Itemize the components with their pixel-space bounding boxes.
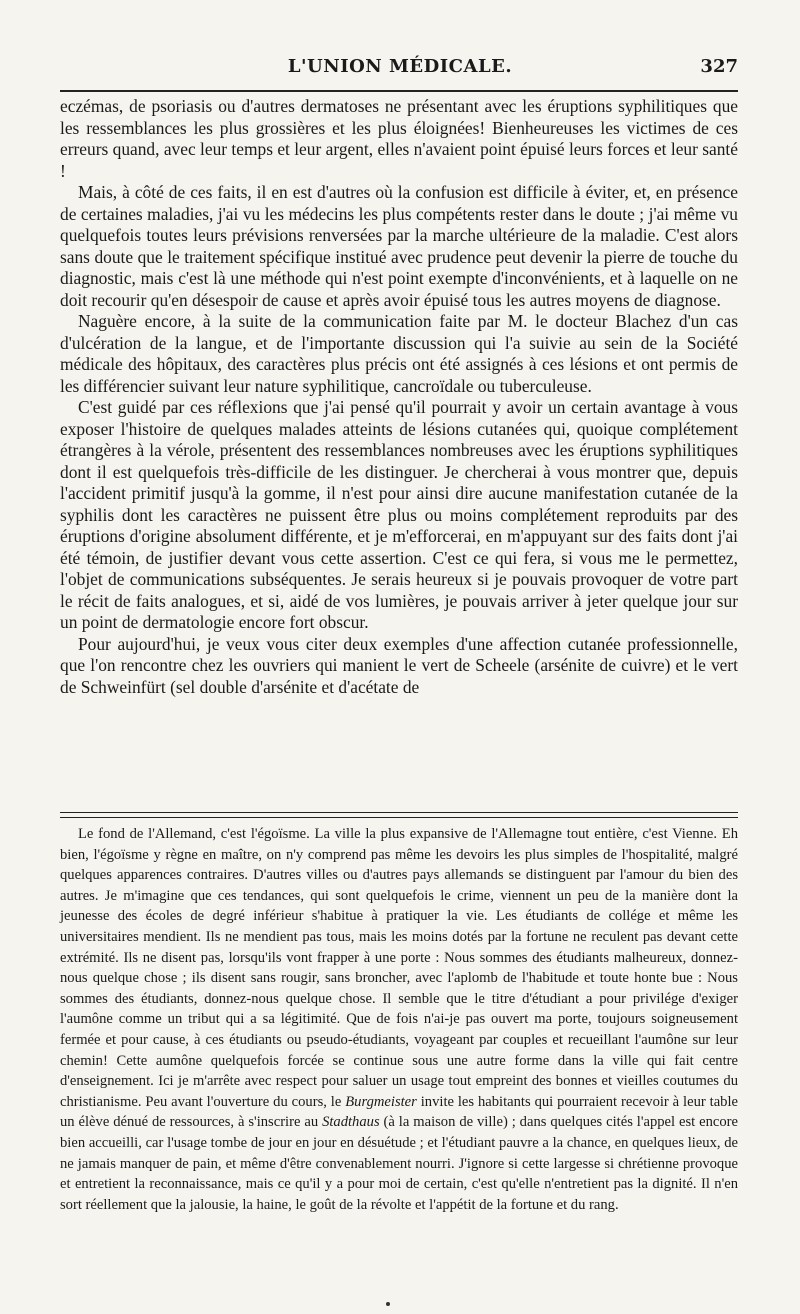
paragraph: Pour aujourd'hui, je veux vous citer deux exemples d'une affection cutanée professionnelle, que l'on rencontre chez les ouvriers qui manient le vert de Scheele (arsénite de cuivre) et le vert de Schweinfürt (sel double d'arsénite et d'acétate de — [60, 633, 738, 697]
article-body — [60, 96, 738, 698]
feuilleton-text-part: (à la maison de ville) ; dans quelques cités l'appel est encore bien accueilli, car l'usage tombe de jour en jour en désuétude ; et l'étudiant pauvre a la chance, en quelques lieux, de ne jamais manquer de pain, et même d'être convenablement nourri. J'ignore si cette largesse si chrétienne provoque et entretient la reconnaissance, mais ce qu'il y a pour moi de certain, c'est qu'elle n'entretient pas la dignité. Il n'en sort réellement que la jalousie, la haine, le goût de la révolte et l'appétit de la fortune et du rang. — [60, 1114, 738, 1213]
paragraph: Naguère encore, à la suite de la communication faite par M. le docteur Blachez d'un cas d'ulcération de la langue, et de l'importante discussion qui l'a suivie au sein de la Société médicale des hôpitaux, des caractères plus précis ont été assignés à ces lésions et ont permis de les différencier suivant leur nature syphilitique, cancroïdale ou tuberculeuse. — [60, 311, 738, 396]
feuilleton-text-part: invite les habitants qui pourraient recevoir à leur table un élève dénué de ressources, à s'inscrire au — [60, 1093, 739, 1131]
page-header — [62, 56, 738, 88]
page-dot — [386, 1302, 390, 1306]
term-stadthaus: Stadthaus — [322, 1114, 380, 1131]
header-rule — [60, 90, 738, 92]
feuilleton-text-part: Le fond de l'Allemand, c'est l'égoïsme. La ville la plus expansive de l'Allemagne tout entière, c'est Vienne. Eh bien, l'égoïsme y règne en maître, on n'y comprend pas même les devoirs les plus simples de l'hospitalité, malgré quelques apparences contraires. D'autres villes ou d'autres pays allemands se distinguent par l'amour du bien des autres. Je m'imagine que ces tendances, qui sont quelquefois le crime, viennent un peu de la manière dont la jeunesse des écoles de degré inférieur s'habitue à pratiquer la vie. Les étudiants de collége et même les universitaires mendient. Ils ne mendient pas tous, mais les moins dotés par la fortune ne reculent pas devant cette extrémité. Ils ne disent pas, lorsqu'ils vont frapper à une porte : Nous sommes des étudiants malheureux, donnez-nous quelque chose ; ils disent sans rougir, sans broncher, avec l'aplomb de l'habitude et toute honte bue : Nous sommes des étudiants, donnez-nous quelque chose. Il semble que le titre d'étudiant a pour privilége d'exiger l'aumône comme un tribut qui a sa légitimité. Que de fois n'ai-je pas ouvert ma porte, toujours soigneusement fermée et pour cause, à ces étudiants ou pseudo-étudiants, voyageant par couples et recueillant l'aumône sur leur chemin! Cette aumône quelquefois forcée se continue sous une autre forme dans la ville qui fait centre d'enseignement. Ici je m'arrête avec respect pour saluer un usage tout empreint des bonnes et vieilles coutumes du christianisme. Peu avant l'ouverture du cours, le — [60, 826, 738, 1110]
paragraph: eczémas, de psoriasis ou d'autres dermatoses ne présentant avec les éruptions syphilitiques que les ressemblances les plus grossières et les plus éloignées! Bienheureuses les victimes de ces erreurs quand, avec leur temps et leur argent, elles n'avaient point épuisé leurs forces et leur santé ! — [60, 96, 738, 181]
running-title: L'UNION MÉDICALE. — [287, 56, 513, 77]
feuilleton-text — [60, 824, 738, 1215]
paragraph: Mais, à côté de ces faits, il en est d'autres où la confusion est difficile à éviter, et, en présence de certaines maladies, j'ai vu les médecins les plus compétents rester dans le doute ; j'ai même vu quelquefois toutes leurs prévisions renversées par la marche ultérieure de la maladie. C'est alors sans doute que le traitement spécifique institué avec prudence peut devenir la pierre de touche du diagnostic, mais c'est là une méthode qui n'est point exempte d'inconvénients, et à laquelle on ne doit recourir qu'en désespoir de cause et après avoir épuisé tous les autres moyens de diagnose. — [60, 182, 738, 310]
paragraph: C'est guidé par ces réflexions que j'ai pensé qu'il pourrait y avoir un certain avantage à vous exposer l'histoire de quelques malades atteints de lésions cutanées qui, quoique complétement étrangères à la vérole, présentent des ressemblances nombreuses avec les éruptions syphilitiques dont il est quelquefois très-difficile de les distinguer. Je chercherai à vous montrer que, depuis l'accident primitif jusqu'à la gomme, il n'est pour ainsi dire aucune manifestation cutanée de la syphilis dont les caractères ne puissent être plus ou moins complétement reproduits par des éruptions d'origine absolument différente, et je m'efforcerai, en m'appuyant sur des faits dont j'ai été témoin, de justifier devant vous cette assertion. C'est ce qui fera, si vous me le permettez, l'objet de communications subséquentes. Je serais heureux si je pouvais provoquer de votre part le récit de faits analogues, et si, aidé de vos lumières, je pouvais arriver à jeter quelque jour sur un point de dermatologie encore fort obscur. — [60, 397, 738, 632]
term-burgmeister: Burgmeister — [345, 1093, 417, 1110]
page-number: 327 — [700, 56, 738, 77]
feuilleton-paragraph — [60, 824, 738, 1215]
feuilleton-separator — [60, 812, 738, 818]
